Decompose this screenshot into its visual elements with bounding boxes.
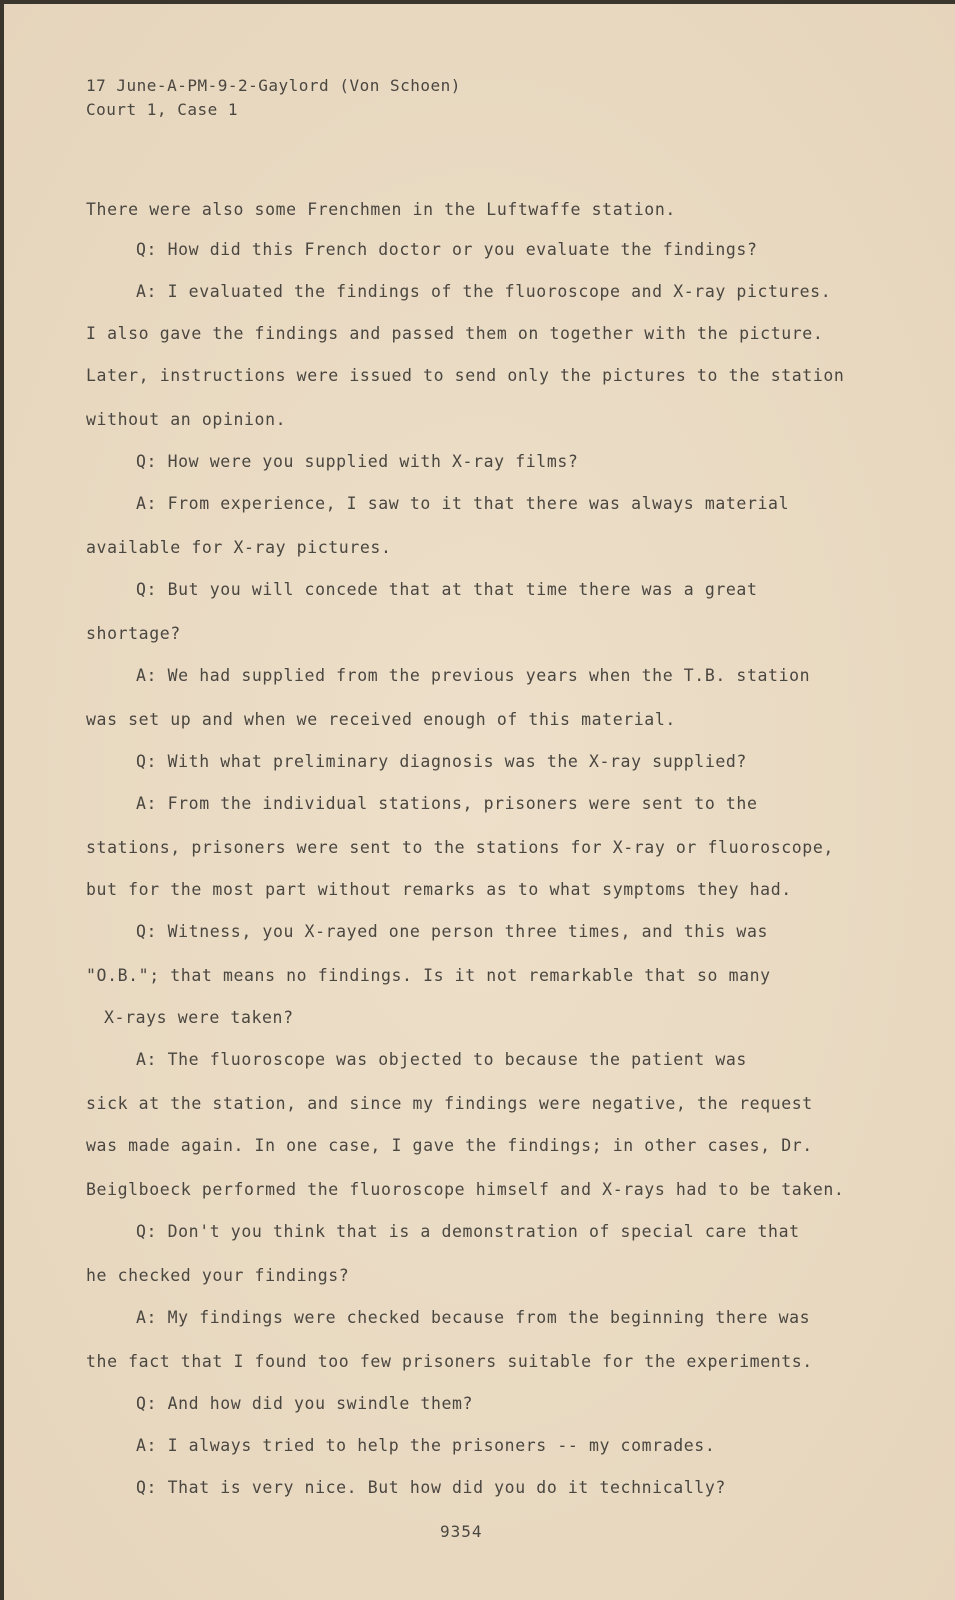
text-line: X-rays were taken? xyxy=(104,1008,294,1027)
page-number: 9354 xyxy=(440,1522,483,1541)
text-line: shortage? xyxy=(86,624,181,643)
text-line: Beiglboeck performed the fluoroscope himself and X-rays had to be taken. xyxy=(86,1180,845,1199)
text-line: but for the most part without remarks as to what symptoms they had. xyxy=(86,880,792,899)
question-line: Q: Don't you think that is a demonstration of special care that xyxy=(136,1222,800,1241)
text-line: stations, prisoners were sent to the stations for X-ray or fluoroscope, xyxy=(86,838,834,857)
text-line: available for X-ray pictures. xyxy=(86,538,392,557)
answer-line: A: From experience, I saw to it that there was always material xyxy=(136,494,790,513)
text-line: was set up and when we received enough of this material. xyxy=(86,710,676,729)
answer-line: A: I evaluated the findings of the fluoroscope and X-ray pictures. xyxy=(136,282,832,301)
text-line: I also gave the findings and passed them on together with the picture. xyxy=(86,324,824,343)
answer-line: A: The fluoroscope was objected to because the patient was xyxy=(136,1050,747,1069)
question-line: Q: Witness, you X-rayed one person three times, and this was xyxy=(136,922,769,941)
text-line: "O.B."; that means no findings. Is it not remarkable that so many xyxy=(86,966,771,985)
text-line: There were also some Frenchmen in the Luftwaffe station. xyxy=(86,200,676,219)
text-line: without an opinion. xyxy=(86,410,287,429)
text-line: Later, instructions were issued to send only the pictures to the station xyxy=(86,366,845,385)
question-line: Q: How did this French doctor or you evaluate the findings? xyxy=(136,240,758,259)
header-line-1: 17 June-A-PM-9-2-Gaylord (Von Schoen) xyxy=(86,76,461,95)
question-line: Q: How were you supplied with X-ray films? xyxy=(136,452,579,471)
text-line: was made again. In one case, I gave the findings; in other cases, Dr. xyxy=(86,1136,813,1155)
answer-line: A: From the individual stations, prisoners were sent to the xyxy=(136,794,758,813)
answer-line: A: We had supplied from the previous years when the T.B. station xyxy=(136,666,811,685)
answer-line: A: I always tried to help the prisoners -- my comrades. xyxy=(136,1436,716,1455)
answer-line: A: My findings were checked because from the beginning there was xyxy=(136,1308,811,1327)
text-line: sick at the station, and since my findings were negative, the request xyxy=(86,1094,813,1113)
header-line-2: Court 1, Case 1 xyxy=(86,100,238,119)
question-line: Q: And how did you swindle them? xyxy=(136,1394,474,1413)
question-line: Q: With what preliminary diagnosis was the X-ray supplied? xyxy=(136,752,747,771)
question-line: Q: That is very nice. But how did you do it technically? xyxy=(136,1478,726,1497)
question-line: Q: But you will concede that at that time there was a great xyxy=(136,580,758,599)
document-page xyxy=(4,4,955,1600)
text-line: the fact that I found too few prisoners suitable for the experiments. xyxy=(86,1352,813,1371)
text-line: he checked your findings? xyxy=(86,1266,350,1285)
